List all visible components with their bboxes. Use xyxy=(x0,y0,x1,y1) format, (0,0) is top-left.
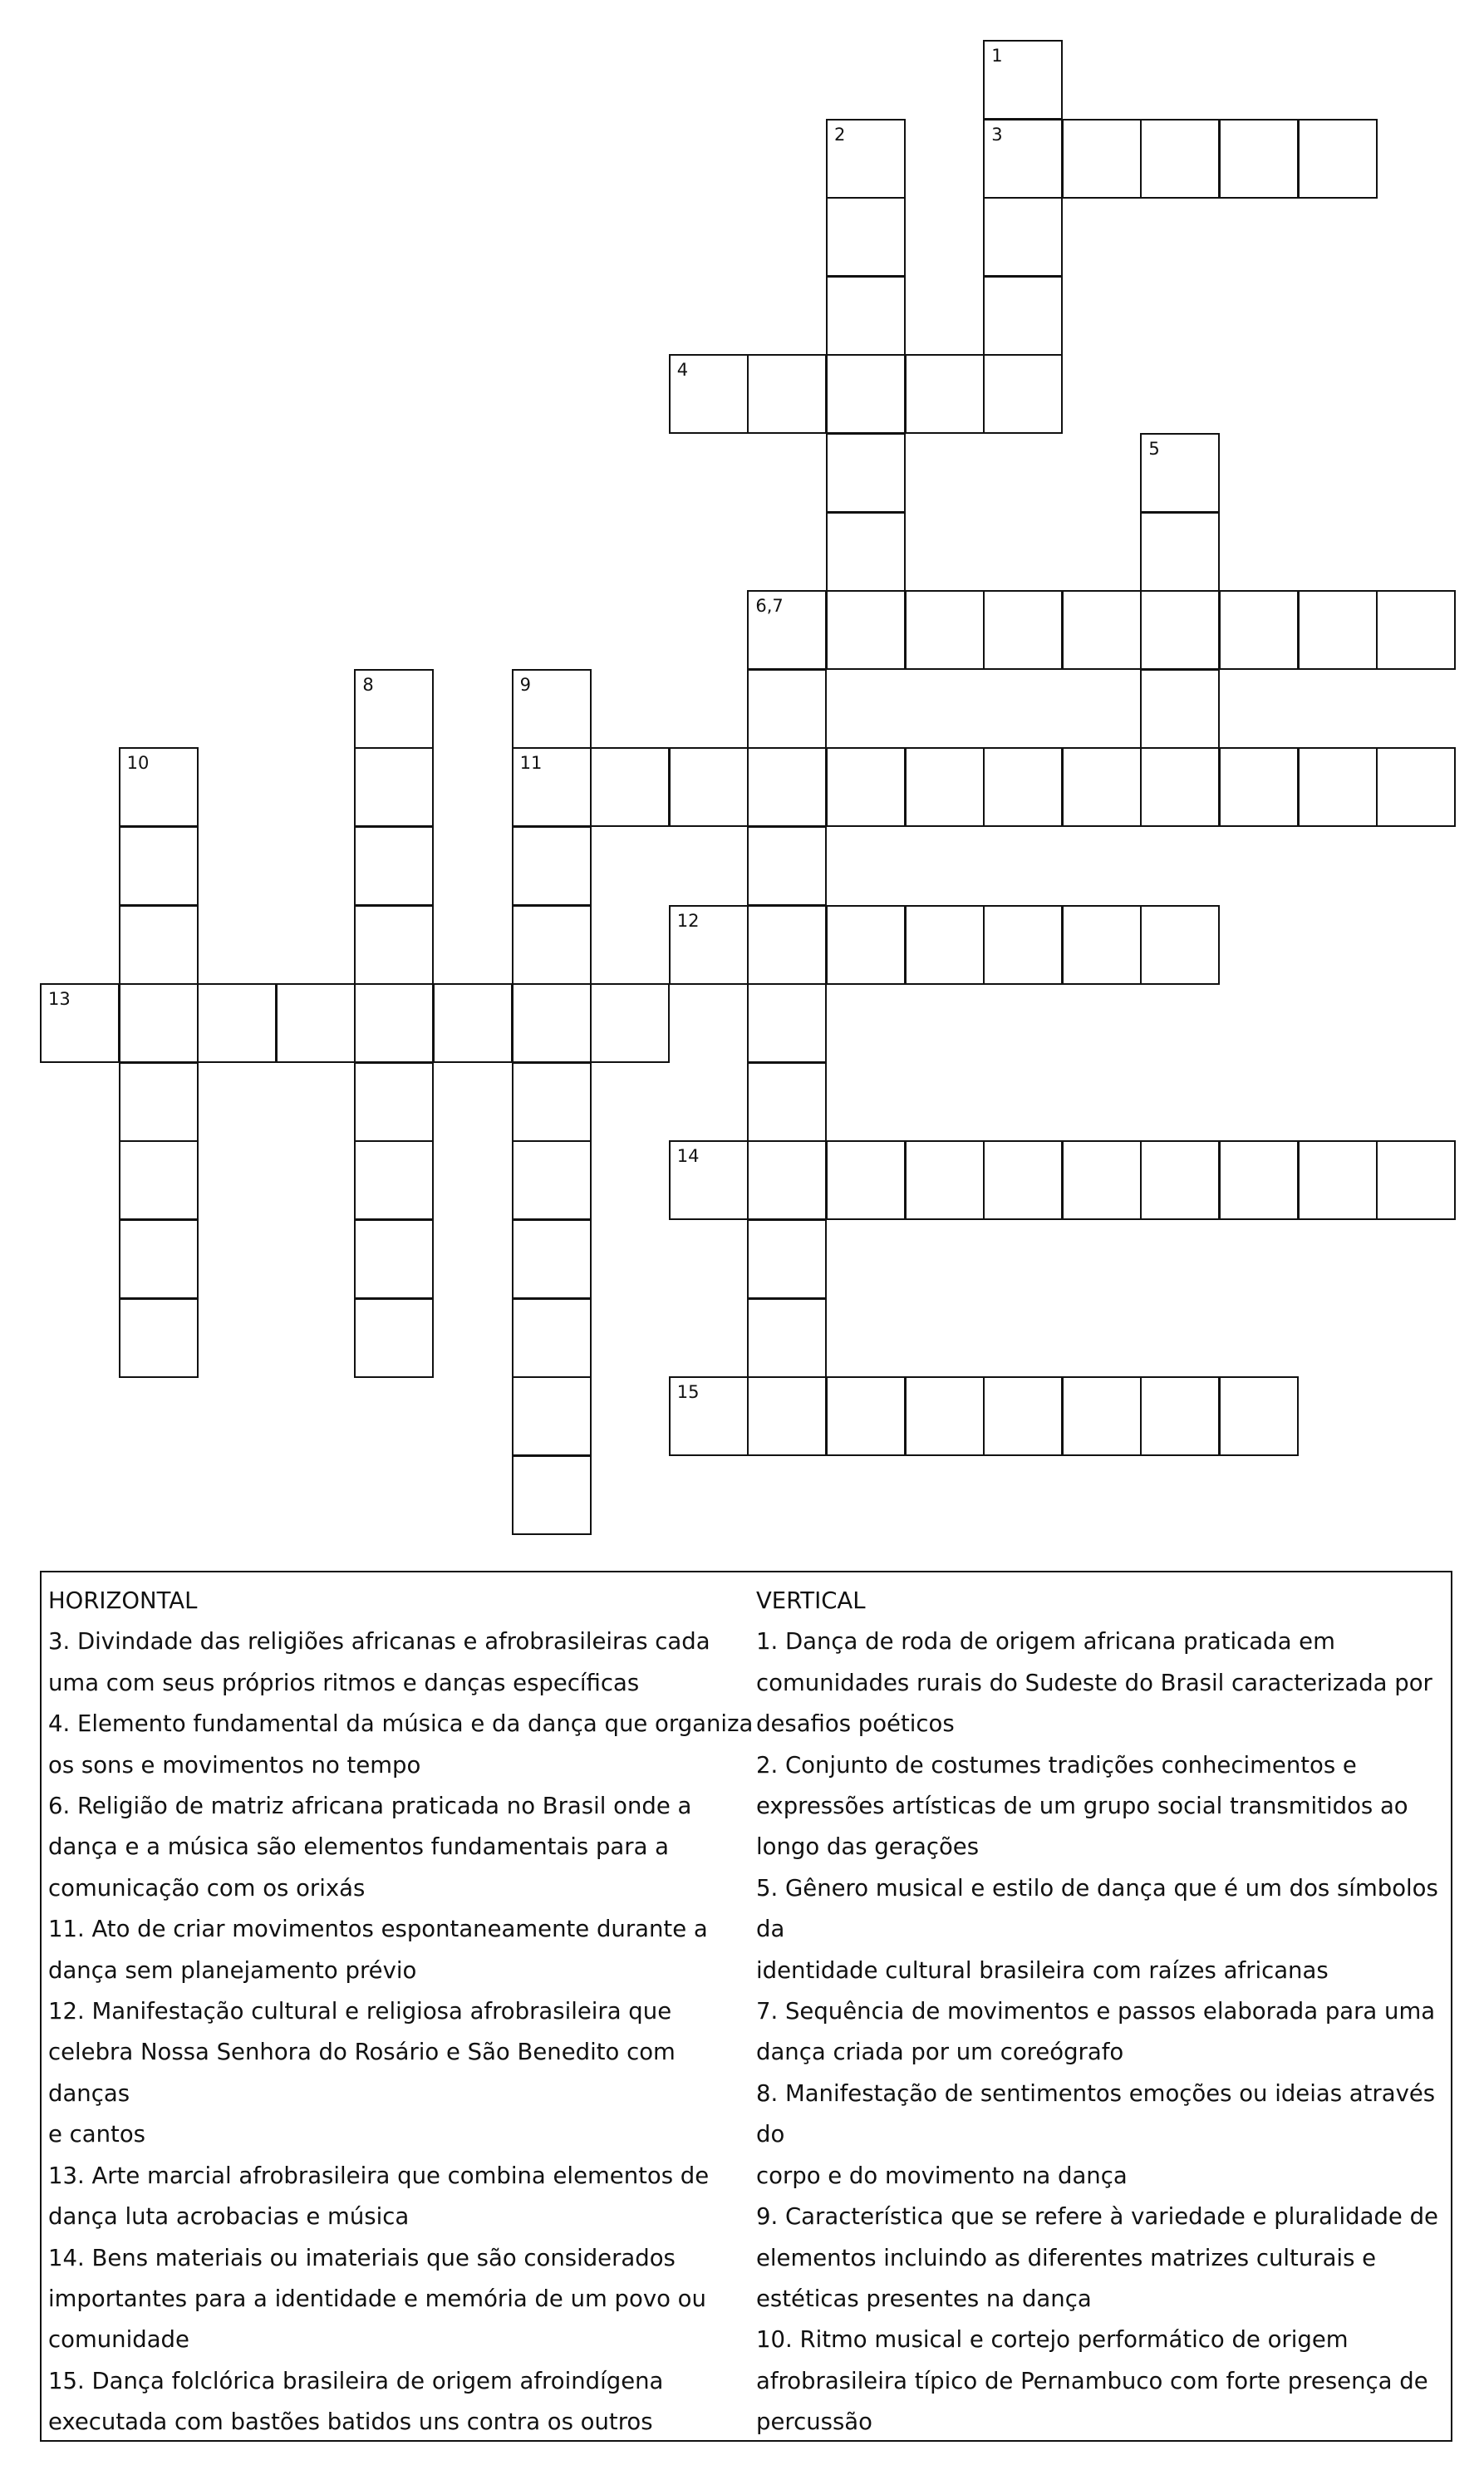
clue-line: comunidades rurais do Sudeste do Brasil caracterizada por xyxy=(756,1669,1432,1696)
clue-line: dança e a música são elementos fundamentais para a xyxy=(48,1833,670,1861)
grid-cell[interactable] xyxy=(354,1219,434,1299)
grid-cell[interactable] xyxy=(1062,1376,1142,1456)
cell-number: 11 xyxy=(519,753,543,774)
grid-cell[interactable] xyxy=(747,905,827,985)
grid-cell[interactable] xyxy=(826,512,906,592)
cell-number: 3 xyxy=(991,124,1003,145)
grid-cell[interactable] xyxy=(905,747,985,827)
grid-cell[interactable] xyxy=(826,1140,906,1220)
cell-number: 8 xyxy=(362,674,374,695)
clue-line: 5. Gênero musical e estilo de dança que é um dos símbolos da xyxy=(756,1874,1438,1943)
grid-cell[interactable] xyxy=(512,1062,592,1142)
grid-cell[interactable] xyxy=(119,1062,199,1142)
grid-cell[interactable] xyxy=(512,1140,592,1220)
clue-line: 10. Ritmo musical e cortejo performático de origem xyxy=(756,2326,1349,2354)
grid-cell[interactable] xyxy=(119,1140,199,1220)
grid-cell[interactable] xyxy=(905,354,985,434)
cell-number: 2 xyxy=(834,124,846,145)
grid-cell[interactable] xyxy=(119,826,199,906)
cell-number: 6,7 xyxy=(755,596,784,617)
grid-cell[interactable] xyxy=(119,1298,199,1378)
grid-cell[interactable] xyxy=(826,1376,906,1456)
clue-line: 4. Elemento fundamental da música e da dança que organiza xyxy=(48,1710,754,1738)
clue-line: comunicação com os orixás xyxy=(48,1874,366,1902)
clue-line: os sons e movimentos no tempo xyxy=(48,1751,421,1779)
grid-cell[interactable] xyxy=(590,747,670,827)
grid-cell[interactable] xyxy=(119,1219,199,1299)
grid-cell[interactable] xyxy=(1140,747,1220,827)
clue-line: uma com seus próprios ritmos e danças específicas xyxy=(48,1669,640,1696)
grid-cell[interactable] xyxy=(826,905,906,985)
grid-cell[interactable] xyxy=(905,905,985,985)
clue-line: 13. Arte marcial afrobrasileira que combina elementos de xyxy=(48,2162,710,2189)
grid-cell[interactable] xyxy=(669,905,749,985)
grid-cell[interactable] xyxy=(983,1140,1063,1220)
clue-line: celebra Nossa Senhora do Rosário e São Benedito com danças xyxy=(48,2039,676,2107)
grid-cell[interactable] xyxy=(354,983,434,1063)
grid-cell[interactable] xyxy=(826,354,906,434)
grid-cell[interactable] xyxy=(826,590,906,670)
grid-cell[interactable] xyxy=(747,747,827,827)
grid-cell[interactable] xyxy=(433,983,513,1063)
clue-line: expressões artísticas de um grupo social transmitidos ao xyxy=(756,1793,1408,1820)
clue-line: 6. Religião de matriz africana praticada no Brasil onde a xyxy=(48,1793,692,1820)
clue-line: 11. Ato de criar movimentos espontaneamente durante a xyxy=(48,1916,708,1943)
cell-number: 4 xyxy=(676,360,689,381)
grid-cell[interactable] xyxy=(826,119,906,199)
grid-cell[interactable] xyxy=(826,747,906,827)
cell-number: 15 xyxy=(676,1382,700,1403)
grid-cell[interactable] xyxy=(512,1376,592,1456)
grid-cell[interactable] xyxy=(1062,590,1142,670)
grid-cell[interactable] xyxy=(512,1455,592,1535)
clue-line: 15. Dança folclórica brasileira de origem afroindígena xyxy=(48,2367,664,2394)
grid-cell[interactable] xyxy=(983,905,1063,985)
clue-line: 2. Conjunto de costumes tradições conhecimentos e xyxy=(756,1751,1357,1779)
horizontal-clues xyxy=(48,1581,763,2443)
grid-cell[interactable] xyxy=(1298,119,1378,199)
clue-line: corpo e do movimento na dança xyxy=(756,2162,1128,2189)
grid-cell[interactable] xyxy=(1062,119,1142,199)
clue-line: 3. Divindade das religiões africanas e afrobrasileiras cada xyxy=(48,1628,710,1656)
cell-number: 14 xyxy=(676,1146,700,1167)
grid-cell[interactable] xyxy=(1219,119,1299,199)
grid-cell[interactable] xyxy=(1376,747,1456,827)
grid-cell[interactable] xyxy=(512,1298,592,1378)
grid-cell[interactable] xyxy=(1219,1140,1299,1220)
grid-cell[interactable] xyxy=(1140,1140,1220,1220)
grid-cell[interactable] xyxy=(354,905,434,985)
grid-cell[interactable] xyxy=(747,826,827,906)
cell-number: 9 xyxy=(519,674,531,695)
grid-cell[interactable] xyxy=(669,354,749,434)
grid-cell[interactable] xyxy=(1219,590,1299,670)
grid-cell[interactable] xyxy=(1140,119,1220,199)
clue-line: comunidade xyxy=(48,2326,189,2354)
vertical-clues xyxy=(756,1581,1450,2443)
grid-cell[interactable] xyxy=(983,119,1063,199)
grid-cell[interactable] xyxy=(905,1376,985,1456)
cell-number: 5 xyxy=(1148,439,1160,459)
grid-cell[interactable] xyxy=(1140,512,1220,592)
grid-cell[interactable] xyxy=(512,905,592,985)
grid-cell[interactable] xyxy=(512,1219,592,1299)
clue-line: dança sem planejamento prévio xyxy=(48,1956,417,1984)
vertical-heading: VERTICAL xyxy=(756,1587,866,1614)
clue-line: identidade cultural brasileira com raízes africanas xyxy=(756,1956,1329,1984)
grid-cell[interactable] xyxy=(1140,1376,1220,1456)
grid-cell[interactable] xyxy=(983,747,1063,827)
grid-cell[interactable] xyxy=(983,276,1063,356)
grid-cell[interactable] xyxy=(826,276,906,356)
grid-cell[interactable] xyxy=(512,669,592,749)
grid-cell[interactable] xyxy=(1376,1140,1456,1220)
grid-cell[interactable] xyxy=(747,1298,827,1378)
grid-cell[interactable] xyxy=(354,1298,434,1378)
grid-cell[interactable] xyxy=(512,826,592,906)
cell-number: 10 xyxy=(126,753,150,774)
grid-cell[interactable] xyxy=(354,1062,434,1142)
clue-line: 7. Sequência de movimentos e passos elaborada para uma xyxy=(756,1998,1436,2025)
grid-cell[interactable] xyxy=(747,669,827,749)
grid-cell[interactable] xyxy=(354,826,434,906)
grid-cell[interactable] xyxy=(747,1062,827,1142)
grid-cell[interactable] xyxy=(1376,590,1456,670)
grid-cell[interactable] xyxy=(119,905,199,985)
grid-cell[interactable] xyxy=(747,354,827,434)
grid-cell[interactable] xyxy=(590,983,670,1063)
grid-cell[interactable] xyxy=(276,983,356,1063)
clues-box xyxy=(40,1571,1452,2442)
grid-cell[interactable] xyxy=(354,1140,434,1220)
grid-cell[interactable] xyxy=(512,747,592,827)
grid-cell[interactable] xyxy=(1140,433,1220,513)
horizontal-heading: HORIZONTAL xyxy=(48,1587,198,1614)
clue-line: 12. Manifestação cultural e religiosa afrobrasileira que xyxy=(48,1998,672,2025)
grid-cell[interactable] xyxy=(40,983,120,1063)
clue-line: dança criada por um coreógrafo xyxy=(756,2039,1124,2066)
grid-cell[interactable] xyxy=(905,1140,985,1220)
grid-cell[interactable] xyxy=(512,983,592,1063)
grid-cell[interactable] xyxy=(1298,747,1378,827)
clue-line: e cantos xyxy=(48,2121,145,2148)
grid-cell[interactable] xyxy=(747,590,827,670)
clue-line: 1. Dança de roda de origem africana praticada em xyxy=(756,1628,1335,1656)
grid-cell[interactable] xyxy=(905,590,985,670)
grid-cell[interactable] xyxy=(1140,669,1220,749)
grid-cell[interactable] xyxy=(1140,590,1220,670)
grid-cell[interactable] xyxy=(1062,905,1142,985)
grid-cell[interactable] xyxy=(1062,1140,1142,1220)
clue-line: 14. Bens materiais ou imateriais que são considerados xyxy=(48,2244,676,2271)
grid-cell[interactable] xyxy=(826,197,906,277)
clue-line: executada com bastões batidos uns contra os outros xyxy=(48,2408,653,2436)
grid-cell[interactable] xyxy=(983,590,1063,670)
grid-cell[interactable] xyxy=(1219,1376,1299,1456)
grid-cell[interactable] xyxy=(983,40,1063,120)
cell-number: 12 xyxy=(676,910,700,931)
clue-line: 8. Manifestação de sentimentos emoções ou ideias através do xyxy=(756,2079,1436,2148)
grid-cell[interactable] xyxy=(1298,590,1378,670)
grid-cell[interactable] xyxy=(669,1140,749,1220)
clue-line: elementos incluindo as diferentes matrizes culturais e xyxy=(756,2244,1377,2271)
clue-line: estéticas presentes na dança xyxy=(756,2285,1092,2312)
grid-cell[interactable] xyxy=(1298,1140,1378,1220)
grid-cell[interactable] xyxy=(197,983,277,1063)
grid-cell[interactable] xyxy=(983,197,1063,277)
grid-cell[interactable] xyxy=(1062,747,1142,827)
grid-cell[interactable] xyxy=(747,1376,827,1456)
clue-line: importantes para a identidade e memória de um povo ou xyxy=(48,2285,706,2312)
grid-cell[interactable] xyxy=(983,1376,1063,1456)
clue-line: desafios poéticos xyxy=(756,1710,955,1738)
grid-cell[interactable] xyxy=(826,433,906,513)
clue-line: afrobrasileira típico de Pernambuco com forte presença de xyxy=(756,2367,1428,2394)
clue-line: 9. Característica que se refere à variedade e pluralidade de xyxy=(756,2203,1438,2231)
grid-cell[interactable] xyxy=(669,1376,749,1456)
clue-line: longo das gerações xyxy=(756,1833,980,1861)
grid-cell[interactable] xyxy=(747,1140,827,1220)
grid-cell[interactable] xyxy=(983,354,1063,434)
grid-cell[interactable] xyxy=(119,983,199,1063)
grid-cell[interactable] xyxy=(354,669,434,749)
grid-cell[interactable] xyxy=(747,1219,827,1299)
grid-cell[interactable] xyxy=(354,747,434,827)
grid-cell[interactable] xyxy=(119,747,199,827)
clue-line: dança luta acrobacias e música xyxy=(48,2203,410,2231)
grid-cell[interactable] xyxy=(747,983,827,1063)
grid-cell[interactable] xyxy=(669,747,749,827)
grid-cell[interactable] xyxy=(1219,747,1299,827)
grid-cell[interactable] xyxy=(1140,905,1220,985)
cell-number: 1 xyxy=(991,46,1003,66)
clue-line: percussão xyxy=(756,2408,872,2436)
cell-number: 13 xyxy=(48,989,71,1010)
